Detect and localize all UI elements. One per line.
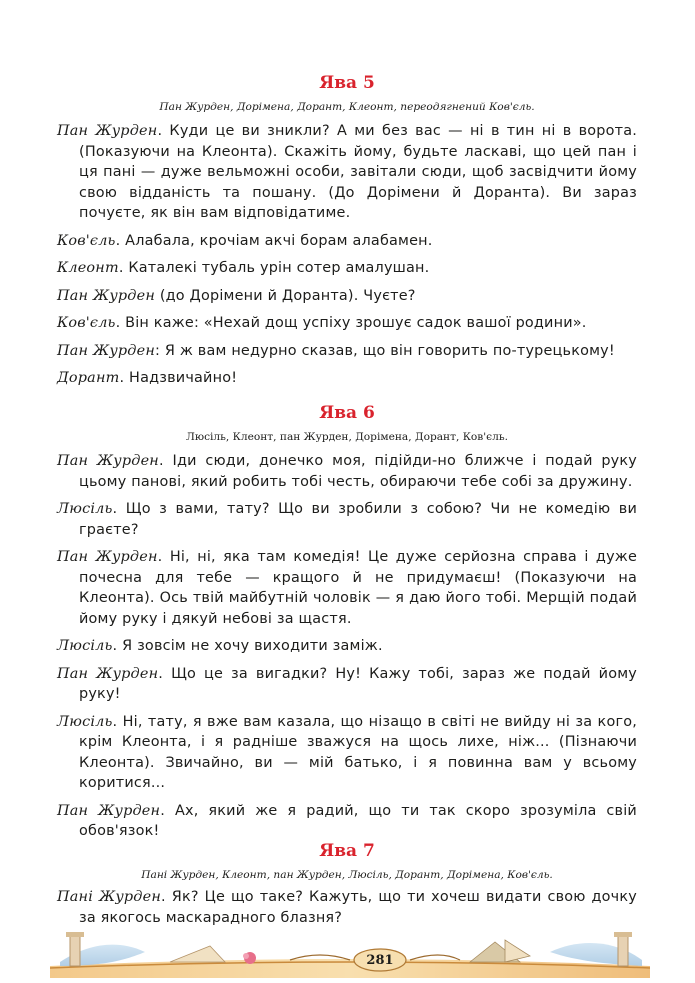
replica-text: Ах, який же я радий, що ти так скоро зрозуміла свій обов'язок! <box>79 802 637 839</box>
replica-text: Ні, тату, я вже вам казала, що нізащо в світі не вийду ні за кого, крім Клеонта, і я радніше зважуся на щось лихе, ніж... (Пізнаючи Клеонта). Звичайно, ви — мій батько, і я повинна вам у всьому коритися... <box>79 713 637 791</box>
scene-title: Ява 6 <box>319 403 375 423</box>
speaker-name: Пан Журден <box>57 123 158 139</box>
speaker-name: Пан Журден <box>57 342 156 359</box>
cast-list: Люсіль, Клеонт, пан Журден, Дорімена, Дорант, Ков'єль. <box>186 431 508 443</box>
replica-text: Іди сюди, донечко моя, підійди-но ближче і подай руку цьому панові, який робить тобі честь, обираючи тебе собі за дружину. <box>79 453 638 490</box>
cast-list: Пані Журден, Клеонт, пан Журден, Люсіль, Дорант, Дорімена, Ков'єль. <box>141 869 553 881</box>
dialogue-line: Люсіль. Ні, тату, я вже вам казала, що нізащо в світі не вийду ні за кого, крім Клеонта, і я радніше зважуся на щось лихе, ніж... (Пізнаючи Клеонта). Звичайно, ви — мій батько, і я повинна вам у всьому коритися... <box>57 713 637 791</box>
ornament-banner-icon <box>50 922 650 978</box>
speaker-name: Дорант <box>57 370 120 386</box>
speaker-name: Пан Журден <box>57 802 161 819</box>
speaker-name: Люсіль <box>57 713 113 730</box>
dialogue-line: Люсіль. Я зовсім не хочу виходити заміж. <box>57 638 383 654</box>
dialogue-line: Ков'єль. Алабала, крочіам акчі борам алабамен. <box>57 232 433 249</box>
decorative-footer <box>50 922 650 978</box>
replica-text: Алабала, крочіам акчі борам алабамен. <box>125 232 433 249</box>
speaker-name: Пан Журден <box>57 453 159 469</box>
replica-text: Надзвичайно! <box>129 370 238 386</box>
dialogue-line: Люсіль. Що з вами, тату? Що ви зробили з собою? Чи не комедію ви граєте? <box>57 501 637 538</box>
scene-6 <box>57 402 637 842</box>
dialogue-line: Дорант. Надзвичайно! <box>57 370 238 386</box>
speaker-name: Пан Журден <box>57 665 159 682</box>
page-number: 281 <box>366 953 394 968</box>
dialogue-line: Пані Журден. Як? Це що таке? Кажуть, що ти хочеш видати свою дочку за якогось маскарадного блазня? <box>57 889 637 926</box>
scene-title: Ява 7 <box>319 841 375 861</box>
dialogue-line: Пан Журден. Що це за вигадки? Ну! Кажу тобі, зараз же подай йому руку! <box>57 665 638 702</box>
replica-text: Що це за вигадки? Ну! Кажу тобі, зараз же подай йому руку! <box>79 665 638 702</box>
replica-text: (до Дорімени й Доранта). Чуєте? <box>159 287 416 304</box>
dialogue-line: Пан Журден. Іди сюди, донечко моя, підійди-но ближче і подай руку цьому панові, який робить тобі честь, обираючи тебе собі за дружину. <box>57 453 638 490</box>
replica-text: Я зовсім не хочу виходити заміж. <box>122 638 383 654</box>
speaker-name: Ков'єль <box>57 315 116 331</box>
replica-text: Ні, ні, яка там комедія! Це дуже серйозна справа і дуже почесна для тебе — кращого й не придумаєш! (Показуючи на Клеонта). Ось твій майбутній чоловік — я даю його тобі. Мерщій подай йому руку і дякуй небові за щастя. <box>79 549 637 627</box>
dialogue-line: Пан Журден: Я ж вам недурно сказав, що він говорить по-турецькому! <box>57 342 615 359</box>
scene-7 <box>57 840 637 928</box>
dialogue-line: Ков'єль. Він каже: «Нехай дощ успіху зрошує садок вашої родини». <box>57 315 587 331</box>
speaker-name: Пані Журден <box>57 889 162 905</box>
speaker-name: Пан Журден <box>57 287 156 304</box>
speaker-name: Люсіль <box>57 638 113 654</box>
replica-text: Куди це ви зникли? А ми без вас — ні в тин ні в ворота. (Показуючи на Клеонта). Скажіть йому, будьте ласкаві, що цей пан і ця пані — дуже вельможні особи, завітали сюди, щоб засвідчити йому свою відданість та пошану. (До Дорімени й Доранта). Ви зараз почуєте, як він вам відповідатиме. <box>79 123 638 221</box>
dialogue-line <box>57 286 637 307</box>
speaker-name: Пан Журден <box>57 549 158 565</box>
dialogue-line: Пан Журден. Ах, який же я радий, що ти так скоро зрозуміла свій обов'язок! <box>57 802 637 839</box>
dialogue <box>57 451 637 842</box>
replica-text: Каталекі тубаль урін сотер амалушан. <box>128 260 430 276</box>
replica-text: Я ж вам недурно сказав, що він говорить по-турецькому! <box>164 342 615 359</box>
dialogue-line: Клеонт. Каталекі тубаль урін сотер амалушан. <box>57 260 430 276</box>
replica-text: Як? Це що таке? Кажуть, що ти хочеш видати свою дочку за якогось маскарадного блазня? <box>79 889 637 926</box>
replica-text: Що з вами, тату? Що ви зробили з собою? Чи не комедію ви граєте? <box>79 501 637 538</box>
cast-list: Пан Журден, Дорімена, Дорант, Клеонт, переодягнений Ков'єль. <box>159 101 535 113</box>
scene-title: Ява 5 <box>319 73 375 93</box>
speaker-name: Люсіль <box>57 501 113 517</box>
scene-5 <box>57 72 637 389</box>
dialogue-line: Пан Журден. Куди це ви зникли? А ми без вас — ні в тин ні в ворота. (Показуючи на Клеонта). Скажіть йому, будьте ласкаві, що цей пан і ця пані — дуже вельможні особи, завітали сюди, щоб засвідчити йому свою відданість та пошану. (До Дорімени й Доранта). Ви зараз почуєте, як він вам відповідатиме. <box>57 123 638 221</box>
dialogue-line: Пан Журден. Ні, ні, яка там комедія! Це дуже серйозна справа і дуже почесна для тебе — кращого й не придумаєш! (Показуючи на Клеонта). Ось твій майбутній чоловік — я даю його тобі. Мерщій подай йому руку і дякуй небові за щастя. <box>57 549 637 627</box>
replica-text: Він каже: «Нехай дощ успіху зрошує садок вашої родини». <box>125 315 587 331</box>
speaker-name: Ков'єль <box>57 232 116 249</box>
dialogue <box>57 121 637 389</box>
speaker-name: Клеонт <box>57 260 119 276</box>
